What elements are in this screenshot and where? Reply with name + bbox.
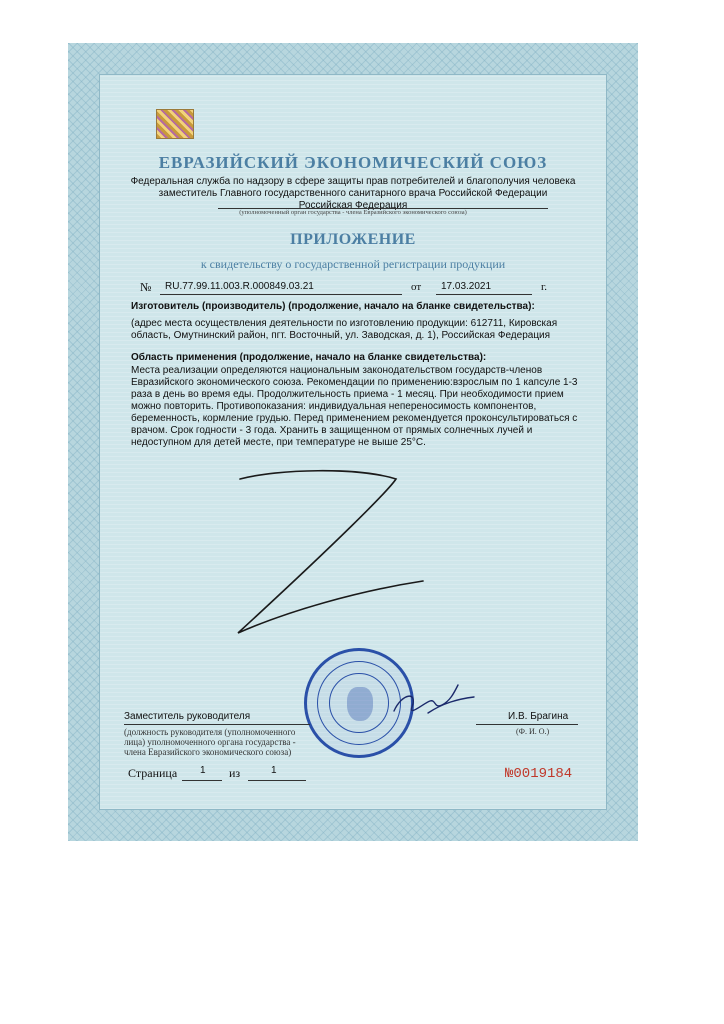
reg-year-suffix: г.: [541, 281, 548, 293]
page-number: 1: [200, 765, 206, 776]
reg-number: RU.77.99.11.003.R.000849.03.21: [165, 281, 314, 292]
document-subtitle: к свидетельству о государственной регистрации продукции: [200, 257, 506, 271]
handwritten-signature: [388, 673, 478, 723]
page-label: Страница: [128, 766, 178, 780]
position-underline: [124, 724, 310, 725]
agency-block: [68, 176, 638, 212]
form-number: №0019184: [505, 766, 573, 782]
signatory-name: И.В. Брагина: [508, 711, 569, 722]
page-total: 1: [271, 765, 277, 776]
name-underline: [476, 724, 578, 725]
agency-caption: (уполномоченный орган государства - члена Евразийского экономического союза): [239, 209, 467, 216]
certificate-sheet: [68, 43, 638, 841]
reg-date-underline: [436, 294, 532, 295]
hologram-sticker: [156, 109, 194, 139]
reg-from-label: от: [411, 281, 422, 293]
manufacturer-heading: Изготовитель (производитель) (продолжение, начало на бланке свидетельства):: [131, 301, 535, 312]
agency-line-3: Российская Федерация: [298, 200, 408, 211]
manufacturer-text: (адрес места осуществления деятельности по изготовлению продукции: 612711, Кировская область, Омутнинский район, пгт. Восточный, ул. Заводская, д. 1), Российская Федерация: [131, 318, 558, 341]
of-label: из: [229, 766, 241, 780]
document-title: ПРИЛОЖЕНИЕ: [290, 231, 416, 248]
scope-text: Места реализации определяются национальным законодательством государств-членов Евразийского экономического союза. Рекомендации по применению:взрослым по 1 капсуле 1-3 раза в день во время еды. Продолжительность приема - 1 месяц. При необходимости прием можно повторить. Противопоказания: индивидуальная непереносимость компонентов, беременность, кормление грудью. Перед применением рекомендуется проконсультироваться с врачом. Срок годности - 3 года. Хранить в защищенном от прямых солнечных лучей и недоступном для детей месте, при температуре не выше 25°C.: [131, 365, 578, 448]
reg-no-label: №: [140, 280, 152, 294]
reg-date: 17.03.2021: [441, 281, 492, 292]
position-caption-line-3: члена Евразийского экономического союза): [124, 747, 292, 757]
signatory-position: Заместитель руководителя: [124, 711, 251, 722]
position-caption-line-1: (должность руководителя (уполномоченного: [124, 727, 296, 737]
coat-of-arms-icon: [347, 687, 373, 721]
position-caption-line-2: лица) уполномоченного органа государства -: [124, 737, 296, 747]
union-heading: ЕВРАЗИЙСКИЙ ЭКОНОМИЧЕСКИЙ СОЮЗ: [158, 153, 548, 172]
agency-line-2: заместитель Главного государственного санитарного врача Российской Федерации: [158, 188, 548, 199]
reg-number-underline: [160, 294, 402, 295]
page-underline: [182, 780, 222, 781]
total-underline: [248, 780, 306, 781]
name-caption: (Ф. И. О.): [516, 727, 550, 736]
agency-line-1: Федеральная служба по надзору в сфере защиты прав потребителей и благополучия человека: [130, 176, 576, 187]
scope-heading: Область применения (продолжение, начало на бланке свидетельства):: [131, 352, 487, 363]
position-caption: [124, 727, 296, 757]
z-cross-out-mark: [218, 461, 428, 646]
